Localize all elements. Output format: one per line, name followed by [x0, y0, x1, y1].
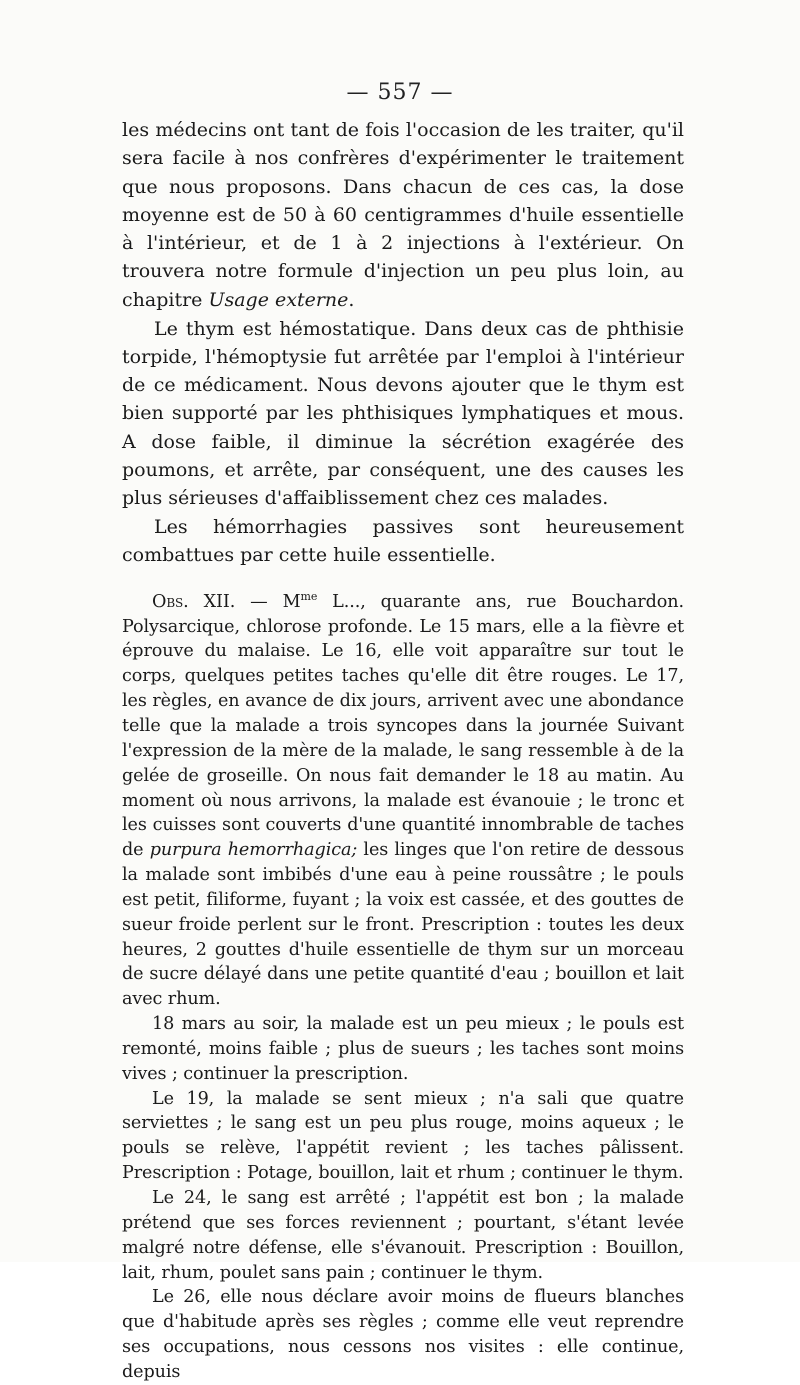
observation-patient-intro: — M: [235, 591, 301, 612]
observation-label: Obs. XII.: [152, 591, 236, 612]
paragraph-1-end: .: [348, 288, 355, 311]
page-body: [122, 116, 684, 1385]
observation-entry-26: Le 26, elle nous déclare avoir moins de flueurs blanches que d'habitude après ses règles ; comme elle veut reprendre ses occupations, nous cessons nos visites : elle continue, depuis: [122, 1287, 684, 1382]
observation-diagnosis: purpura hemorrhagica;: [149, 840, 358, 861]
observation-patient-title: me: [300, 589, 318, 603]
paragraph-thym-hemostatique: Le thym est hémostatique. Dans deux cas de phthisie torpide, l'hémoptysie fut arrêtée par l'emploi à l'intérieur de ce médicament. Nous devons ajouter que le thym est bien supporté par les phthisiques lymphatiques et mous. A dose faible, il diminue la sécrétion exagérée des poumons, et arrête, par conséquent, une des causes les plus sérieuses d'affaiblissement chez ces malades.: [122, 317, 684, 510]
page-number: — 557 —: [346, 80, 454, 105]
paragraph-continuation: [122, 116, 684, 314]
main-text-section: [122, 116, 684, 570]
observation-entry-19: Le 19, la malade se sent mieux ; n'a sali que quatre serviettes ; le sang est un peu plus rouge, moins aqueux ; le pouls se relève, l'appétit revient ; les taches pâlissent. Prescription : Potage, bouillon, lait et rhum ; continuer le thym.: [122, 1088, 684, 1184]
chapter-reference: Usage externe: [208, 288, 349, 311]
paragraph-hemorrhagies: Les hémorrhagies passives sont heureusement combattues par cette huile essentielle.: [122, 516, 684, 567]
observation-paragraph: [122, 590, 684, 1012]
observation-text-part-2: les linges que l'on retire de dessous la malade sont imbibés d'une eau à peine roussâtre ; le pouls est petit, filiforme, fuyant ; la voix est cassée, et des gouttes de sueur froide perlent sur le front. Prescription : toutes les deux heures, 2 gouttes d'huile essentielle de thym sur un morceau de sucre délayé dans une petite quantité d'eau ; bouillon et lait avec rhum.: [122, 840, 685, 1010]
observation-text-part-1: L..., quarante ans, rue Bouchardon. Polysarcique, chlorose profonde. Le 15 mars, elle a la fièvre et éprouve du malaise. Le 16, elle voit apparaître sur tout le corps, quelques petites taches qu'elle dit être rouges. Le 17, les règles, en avance de dix jours, arrivent avec une abondance telle que la malade a trois syncopes dans la journée Suivant l'expression de la mère de la malade, le sang ressemble à de la gelée de groseille. On nous fait demander le 18 au matin. Au moment où nous arrivons, la malade est évanouie ; le tronc et les cuisses sont couverts d'une quantité innombrable de taches de: [122, 591, 684, 861]
observation-entry-24: Le 24, le sang est arrêté ; l'appétit est bon ; la malade prétend que ses forces reviennent ; pourtant, s'étant levée malgré notre défense, elle s'évanouit. Prescription : Bouillon, lait, rhum, poulet sans pain ; continuer le thym.: [122, 1188, 684, 1283]
observation-entry-18-mars: 18 mars au soir, la malade est un peu mieux ; le pouls est remonté, moins faible ; plus de sueurs ; les taches sont moins vives ; continuer la prescription.: [122, 1014, 684, 1084]
observation-section: [122, 590, 684, 1385]
paragraph-1-text: les médecins ont tant de fois l'occasion de les traiter, qu'il sera facile à nos confrères d'expérimenter le traitement que nous proposons. Dans chacun de ces cas, la dose moyenne est de 50 à 60 centigrammes d'huile essentielle à l'intérieur, et de 1 à 2 injections à l'extérieur. On trouvera notre formule d'injection un peu plus loin, au chapitre: [122, 119, 684, 311]
